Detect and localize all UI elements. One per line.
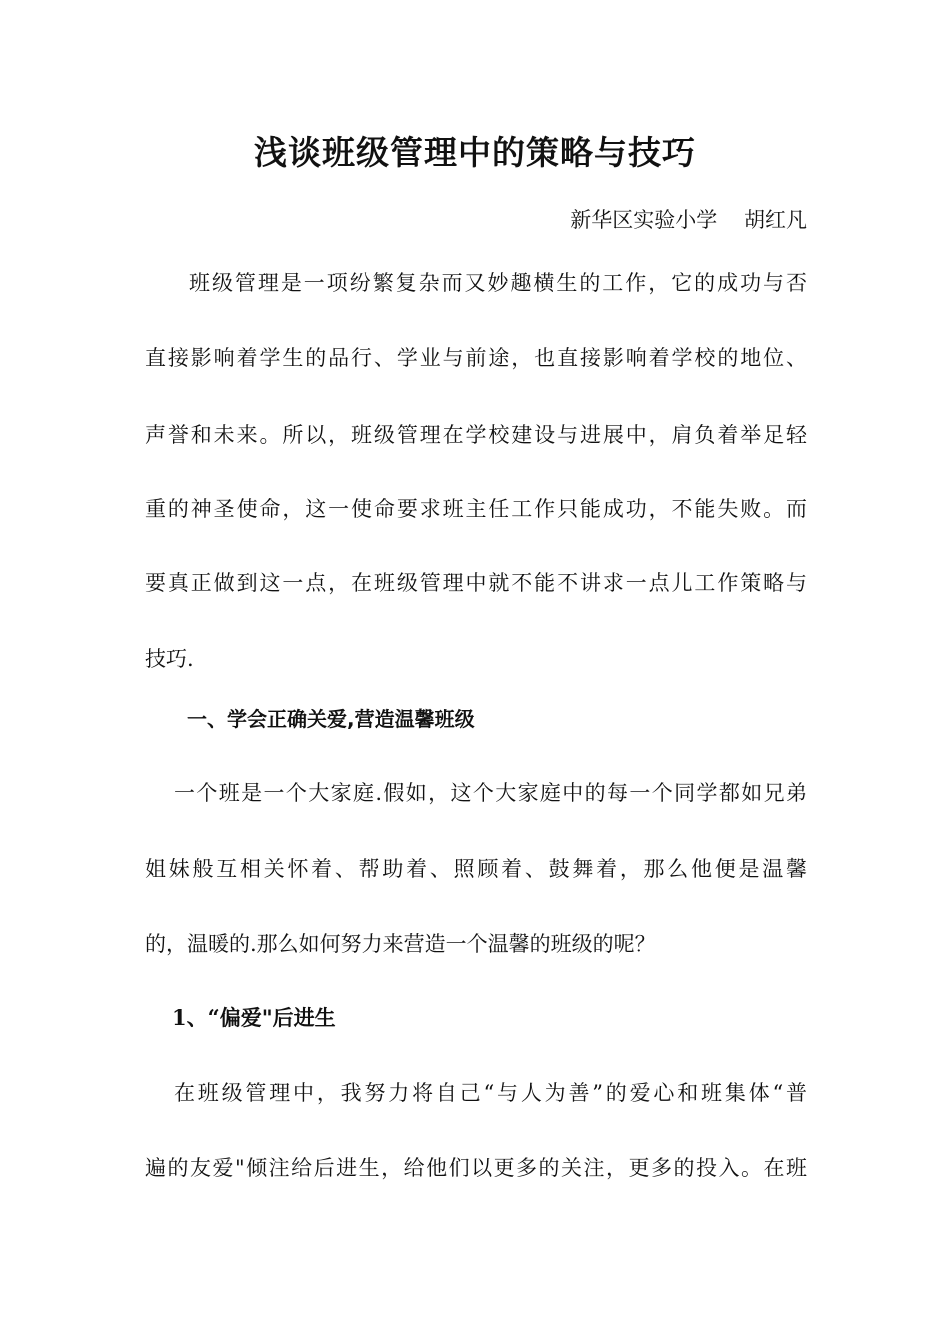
intro-line-1: 班级管理是一项纷繁复杂而又妙趣横生的工作，它的成功与否 xyxy=(189,271,807,295)
subsection-1-heading: 1、“偏爱"后进生 xyxy=(172,1005,336,1030)
subsection-1-line-1: 在班级管理中，我努力将自己“与人为善”的爱心和班集体“普 xyxy=(174,1081,807,1105)
intro-line-3: 声誉和未来。所以，班级管理在学校建设与进展中，肩负着举足轻 xyxy=(145,423,807,447)
intro-line-4: 重的神圣使命，这一使命要求班主任工作只能成功，不能失败。而 xyxy=(145,497,807,521)
section-1-heading: 一、学会正确关爱,营造温馨班级 xyxy=(187,707,475,731)
intro-line-2: 直接影响着学生的品行、学业与前途，也直接影响着学校的地位、 xyxy=(145,346,807,370)
intro-line-5: 要真正做到这一点，在班级管理中就不能不讲求一点儿工作策略与 xyxy=(145,571,807,595)
author-line: 新华区实验小学 胡红凡 xyxy=(570,208,807,232)
document-title: 浅谈班级管理中的策略与技巧 xyxy=(254,133,696,172)
section-1-line-1: 一个班是一个大家庭.假如，这个大家庭中的每一个同学都如兄弟 xyxy=(174,781,807,805)
intro-line-6: 技巧. xyxy=(145,647,194,671)
subsection-1-line-2: 遍的友爱"倾注给后进生，给他们以更多的关注，更多的投入。在班 xyxy=(145,1156,807,1180)
section-1-line-3: 的，温暖的.那么如何努力来营造一个温馨的班级的呢？ xyxy=(145,932,656,956)
section-1-line-2: 姐妹般互相关怀着、帮助着、照顾着、鼓舞着，那么他便是温馨 xyxy=(145,857,807,881)
